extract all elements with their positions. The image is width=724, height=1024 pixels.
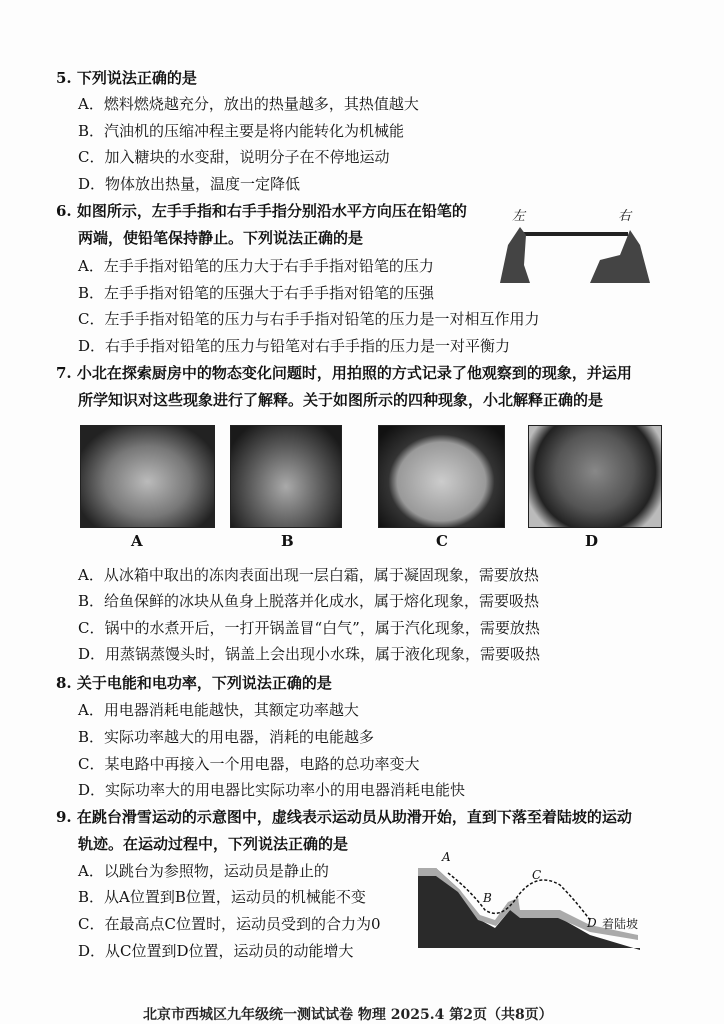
question-8: 8. 关于电能和电功率，下列说法正确的是	[56, 674, 332, 692]
option: C．加入糖块的水变甜，说明分子在不停地运动	[78, 148, 390, 166]
option: D．从C位置到D位置，运动员的动能增大	[78, 942, 354, 960]
question-stem: 所学知识对这些现象进行了解释。关于如图所示的四种现象，小北解释正确的是	[78, 391, 604, 409]
option: C．某电路中再接入一个用电器，电路的总功率变大	[78, 755, 420, 773]
point-b-label: B	[483, 891, 492, 905]
page-footer: 北京市西城区九年级统一测试试卷 物理 2025.4 第2页（共8页）	[143, 1007, 553, 1023]
point-c-label: C	[532, 868, 542, 882]
option: D．物体放出热量，温度一定降低	[78, 175, 301, 193]
photo-label: D	[585, 532, 599, 550]
option: A．左手手指对铅笔的压力大于右手手指对铅笔的压力	[78, 257, 434, 275]
photo-label: B	[281, 532, 294, 550]
option: A．从冰箱中取出的冻肉表面出现一层白霜，属于凝固现象，需要放热	[78, 566, 539, 584]
photo-label: C	[436, 532, 448, 550]
option: A．燃料燃烧越充分，放出的热量越多，其热值越大	[78, 95, 419, 113]
landing-slope-label: 着陆坡	[602, 917, 639, 931]
ski-jump-figure	[400, 840, 700, 960]
option: B．从A位置到B位置，运动员的机械能不变	[78, 888, 366, 906]
question-5: 5. 下列说法正确的是	[56, 69, 197, 87]
option: B．汽油机的压缩冲程主要是将内能转化为机械能	[78, 122, 405, 140]
label-left: 左	[512, 209, 526, 224]
option: B．实际功率越大的用电器，消耗的电能越多	[78, 728, 375, 746]
photo-steamer-lid	[528, 425, 662, 528]
point-a-label: A	[442, 850, 451, 864]
option: B．给鱼保鲜的冰块从鱼身上脱落并化成水，属于熔化现象，需要吸热	[78, 592, 540, 610]
photo-pot-steam	[378, 425, 505, 528]
option: C．锅中的水煮开后，一打开锅盖冒“白气”，属于汽化现象，需要放热	[78, 619, 540, 637]
question-9: 9. 在跳台滑雪运动的示意图中，虚线表示运动员从助滑开始，直到下落至着陆坡的运动	[56, 808, 632, 826]
option: A．以跳台为参照物，运动员是静止的	[78, 862, 329, 880]
option: A．用电器消耗电能越快，其额定功率越大	[78, 701, 359, 719]
question-stem: 两端，使铅笔保持静止。下列说法正确的是	[78, 229, 364, 247]
option: D．右手手指对铅笔的压力与铅笔对右手手指的压力是一对平衡力	[78, 337, 511, 355]
point-d-label: D	[587, 916, 597, 930]
option: C．左手手指对铅笔的压力与右手手指对铅笔的压力是一对相互作用力	[78, 310, 540, 328]
photo-fish-ice	[230, 425, 342, 528]
option: D．实际功率大的用电器比实际功率小的用电器消耗电能快	[78, 781, 466, 799]
label-right: 右	[618, 209, 632, 224]
photo-label: A	[131, 532, 143, 550]
photo-frozen-meat	[80, 425, 215, 528]
pencil-figure	[490, 205, 665, 285]
option: C．在最高点C位置时，运动员受到的合力为0	[78, 915, 381, 933]
question-7: 7. 小北在探索厨房中的物态变化问题时，用拍照的方式记录了他观察到的现象，并运用	[56, 364, 632, 382]
question-6: 6. 如图所示，左手手指和右手手指分别沿水平方向压在铅笔的	[56, 202, 467, 220]
option: D．用蒸锅蒸馒头时，锅盖上会出现小水珠，属于液化现象，需要吸热	[78, 645, 541, 663]
option: B．左手手指对铅笔的压强大于右手手指对铅笔的压强	[78, 284, 435, 302]
question-stem: 轨迹。在运动过程中，下列说法正确的是	[78, 835, 349, 853]
